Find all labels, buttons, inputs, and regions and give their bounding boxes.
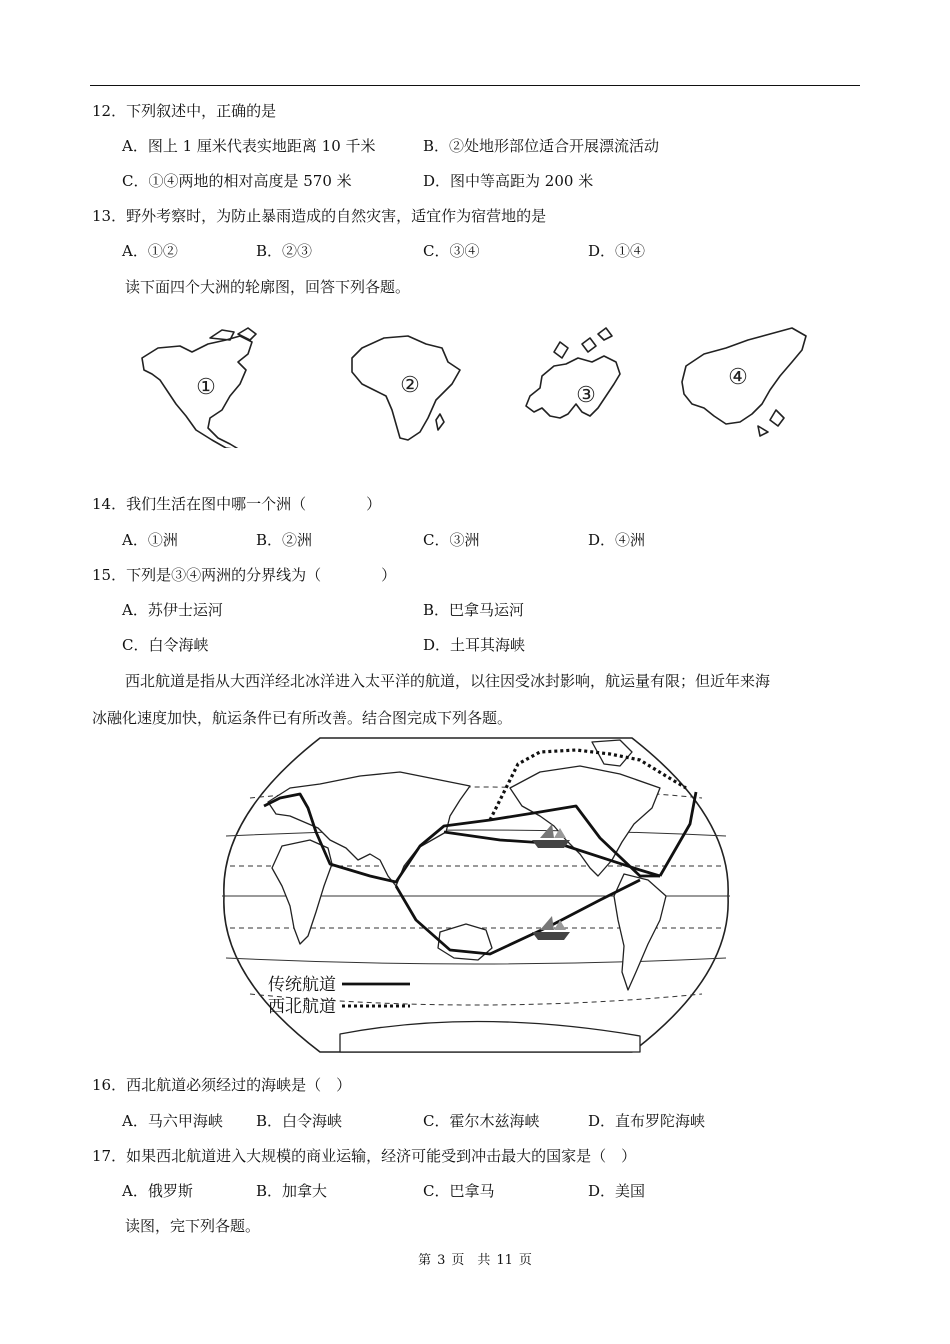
continent-label-2: ② <box>400 373 420 398</box>
continent-label-1: ① <box>196 375 216 400</box>
q14-stem: 14．我们生活在图中哪一个洲（ ） <box>92 495 382 513</box>
q17-option-c: C．巴拿马 <box>423 1182 495 1200</box>
footer-suffix: 页 <box>518 1253 532 1268</box>
q15-stem: 15．下列是③④两洲的分界线为（ ） <box>92 566 397 584</box>
q12-option-a: A．图上 1 厘米代表实地距离 10 千米 <box>122 137 376 155</box>
q16-option-d: D．直布罗陀海峡 <box>588 1112 706 1130</box>
q14-option-b: B．②洲 <box>256 531 313 549</box>
header-rule <box>90 85 860 86</box>
q14-option-c: C．③洲 <box>423 531 480 549</box>
q15-option-d: D．土耳其海峡 <box>423 636 526 654</box>
legend-traditional-label: 传统航道 <box>268 975 336 995</box>
footer-total-pages: 11 <box>496 1253 513 1268</box>
q13-option-a: A．①② <box>122 242 178 260</box>
q13-stem: 13．野外考察时，为防止暴雨造成的自然灾害，适宜作为宿营地的是 <box>92 207 547 225</box>
q17-option-d: D．美国 <box>588 1182 646 1200</box>
world-map-figure <box>220 736 732 1054</box>
q16-option-a: A．马六甲海峡 <box>122 1112 223 1130</box>
q16-option-c: C．霍尔木兹海峡 <box>423 1112 540 1130</box>
continents-intro: 读下面四个大洲的轮廓图，回答下列各题。 <box>125 278 411 296</box>
q17-option-a: A．俄罗斯 <box>122 1182 193 1200</box>
passage-line-2: 冰融化速度加快，航运条件已有所改善。结合图完成下列各题。 <box>92 709 513 727</box>
q17-stem: 17．如果西北航道进入大规模的商业运输，经济可能受到冲击最大的国家是（ ） <box>92 1147 637 1165</box>
legend-northwest-label: 西北航道 <box>268 997 336 1017</box>
footer-middle: 页 共 <box>451 1253 491 1268</box>
footer-page-number: 3 <box>437 1253 446 1268</box>
passage-line-1: 西北航道是指从大西洋经北冰洋进入太平洋的航道，以往因受冰封影响，航运量有限；但近年来海 <box>125 672 771 690</box>
q12-option-b: B．②处地形部位适合开展漂流活动 <box>423 137 660 155</box>
page-footer <box>0 1249 950 1268</box>
continent-label-4: ④ <box>728 365 748 390</box>
q13-option-c: C．③④ <box>423 242 480 260</box>
q12-option-c: C．①④两地的相对高度是 570 米 <box>122 172 352 190</box>
q15-option-b: B．巴拿马运河 <box>423 601 525 619</box>
q15-option-c: C．白令海峡 <box>122 636 209 654</box>
continent-label-3: ③ <box>576 383 596 408</box>
q13-option-b: B．②③ <box>256 242 313 260</box>
q15-option-a: A．苏伊士运河 <box>122 601 223 619</box>
q14-option-a: A．①洲 <box>122 531 178 549</box>
q14-option-d: D．④洲 <box>588 531 646 549</box>
q13-option-d: D．①④ <box>588 242 646 260</box>
q17-option-b: B．加拿大 <box>256 1182 328 1200</box>
europe-outline <box>526 356 620 418</box>
next-intro: 读图，完下列各题。 <box>125 1217 261 1235</box>
q16-option-b: B．白令海峡 <box>256 1112 343 1130</box>
footer-prefix: 第 <box>418 1253 432 1268</box>
q16-stem: 16．西北航道必须经过的海峡是（ ） <box>92 1076 352 1094</box>
q12-stem: 12．下列叙述中，正确的是 <box>92 102 277 120</box>
q12-option-d: D．图中等高距为 200 米 <box>423 172 594 190</box>
continent-outlines-figure <box>130 318 810 448</box>
